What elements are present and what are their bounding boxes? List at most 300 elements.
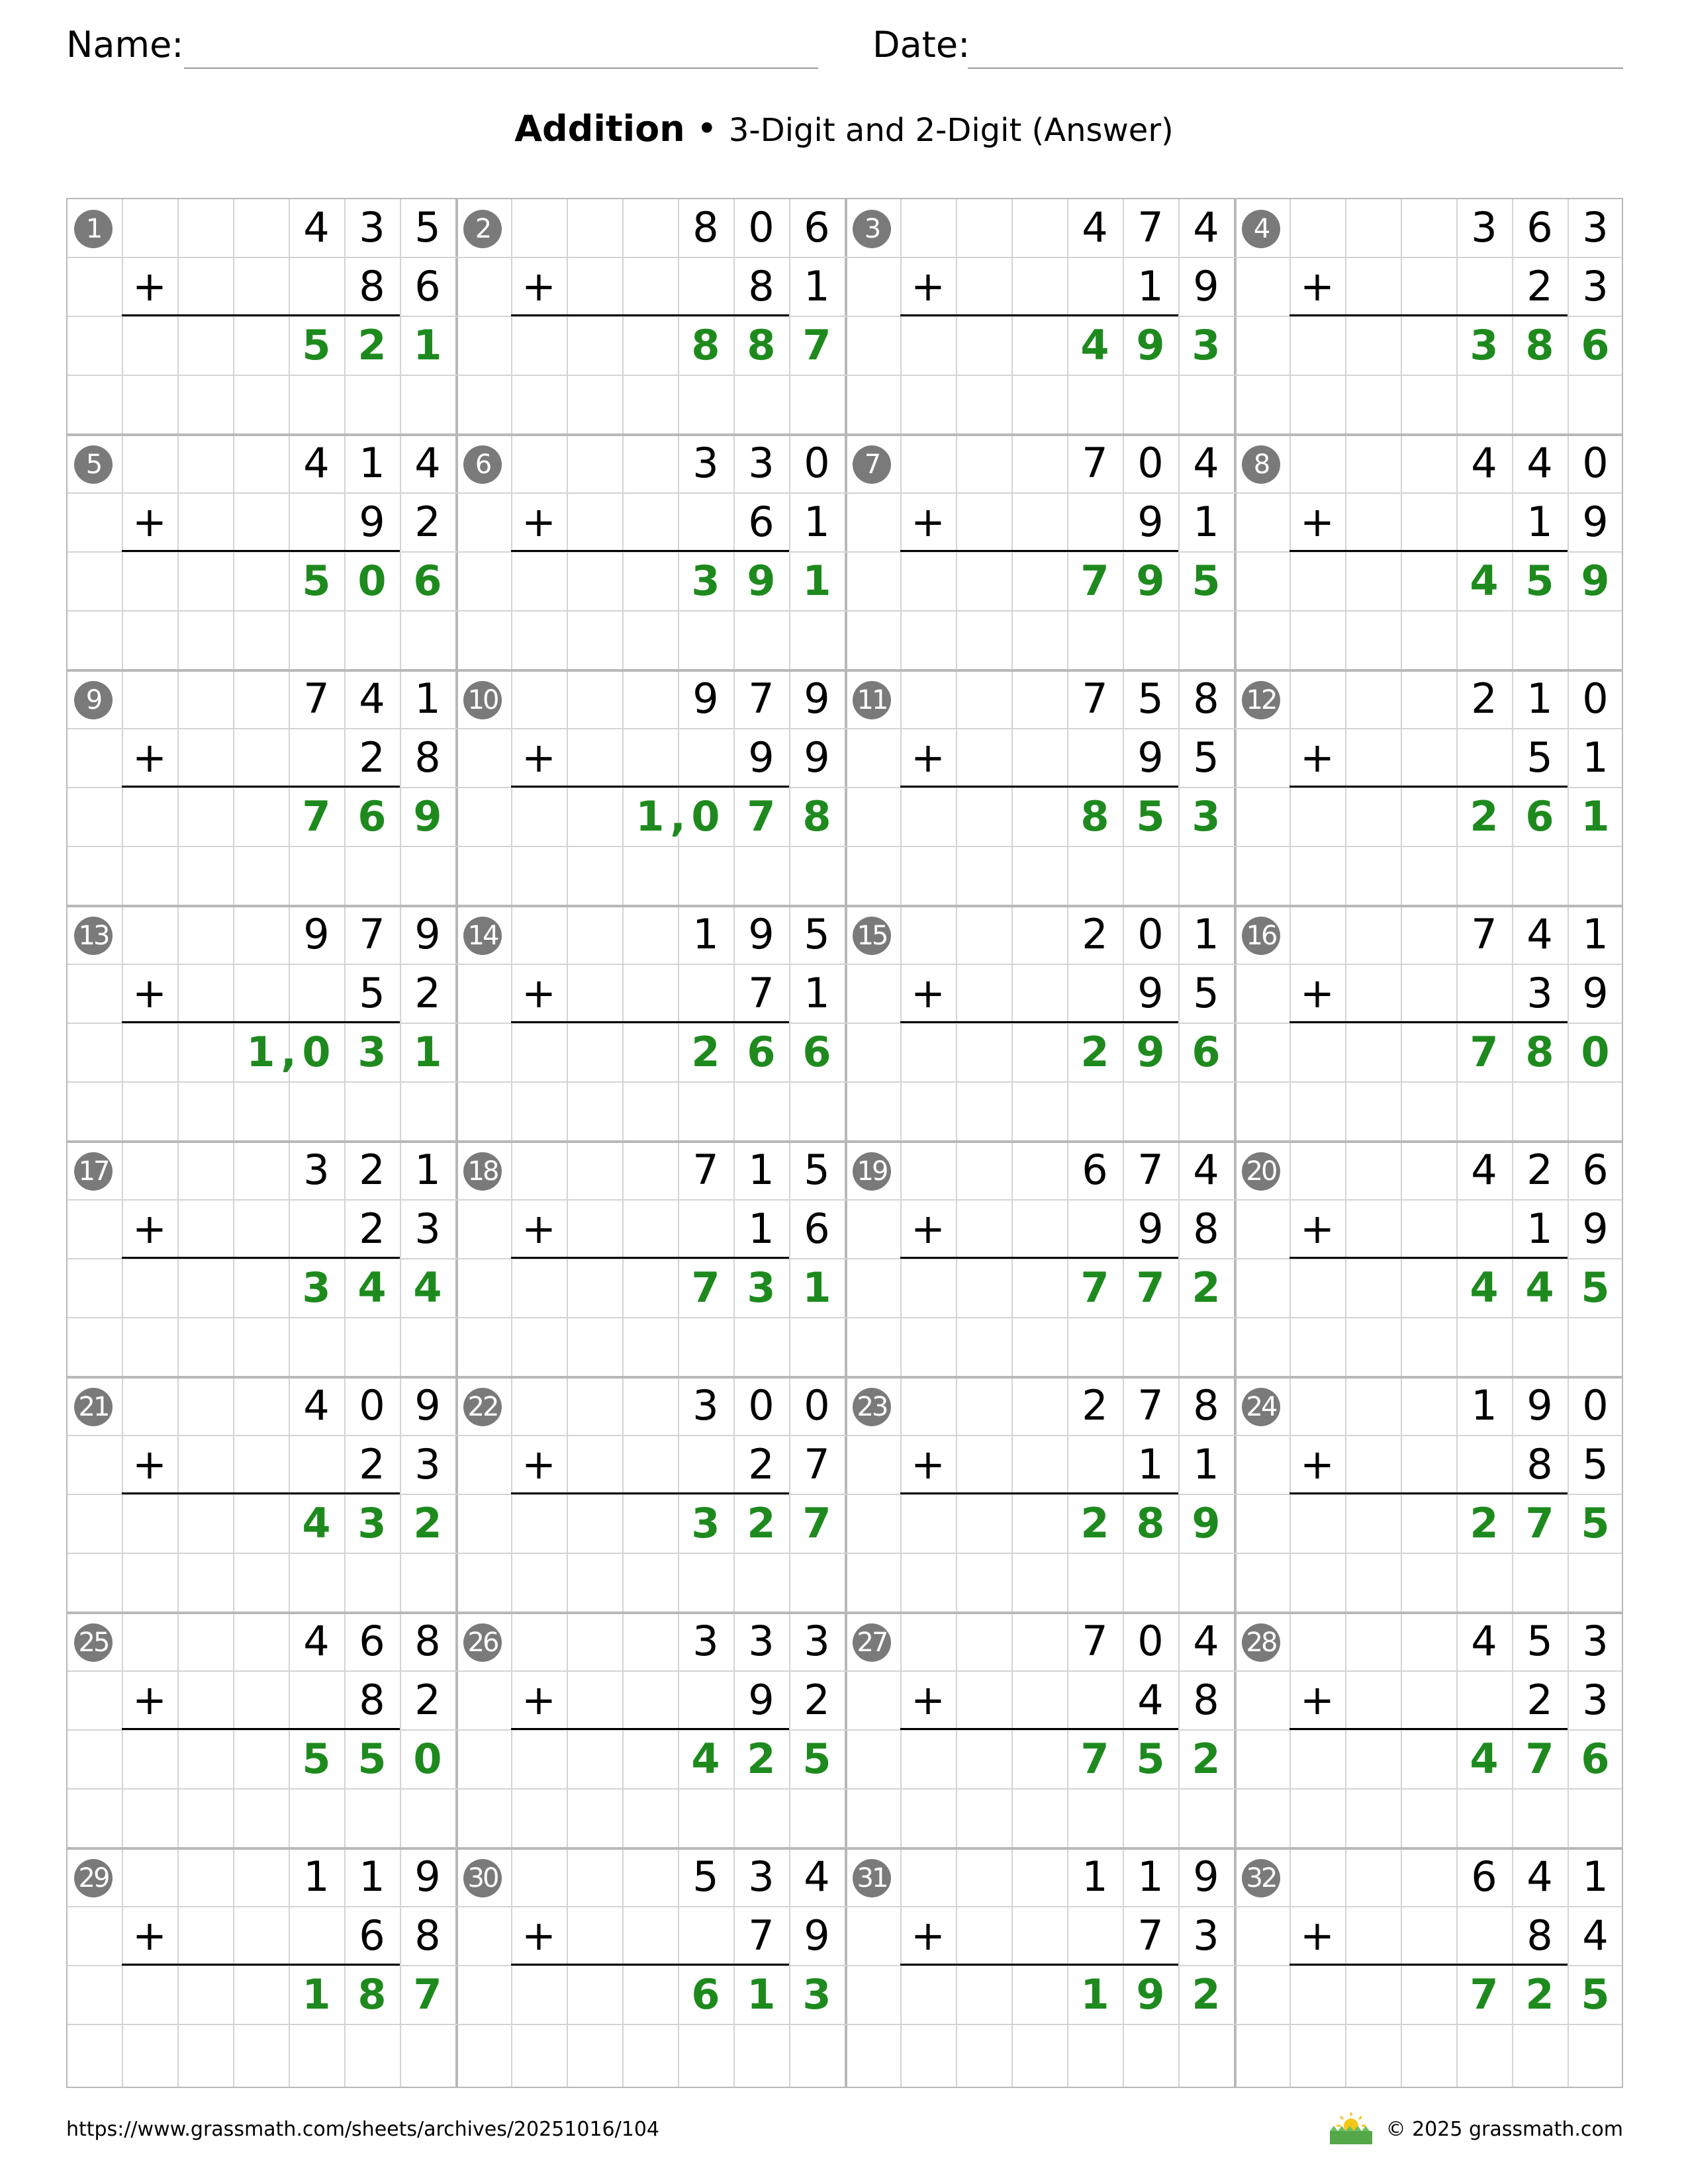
grassmath-logo-icon: [1327, 2111, 1375, 2146]
addend-1-digit: 6: [1526, 203, 1553, 251]
addend-1-digit: 4: [303, 439, 330, 487]
footer-url: https://www.grassmath.com/sheets/archives/20251016/104: [66, 2118, 660, 2141]
answer-digit[interactable]: 7: [802, 321, 831, 369]
answer-digit[interactable]: 3: [691, 1499, 720, 1547]
addend-1-digit: 7: [1082, 439, 1108, 487]
answer-digit[interactable]: 9: [747, 557, 776, 605]
addend-1-digit: 1: [303, 1852, 330, 1901]
answer-digit[interactable]: 0: [413, 1735, 442, 1783]
answer-digit[interactable]: 7: [302, 792, 331, 841]
problem: [1234, 433, 1623, 670]
answer-digit[interactable]: 3: [357, 1028, 387, 1076]
problem: [1234, 198, 1623, 434]
answer-digit[interactable]: 4: [1080, 321, 1109, 369]
addend-2-digit: 8: [414, 733, 441, 782]
answer-digit[interactable]: 2: [1192, 1970, 1221, 2019]
answer-digit[interactable]: 9: [1136, 321, 1165, 369]
answer-digit[interactable]: 7: [802, 1499, 831, 1547]
answer-digit[interactable]: 4: [357, 1263, 387, 1312]
problem: [845, 1847, 1234, 2083]
addend-1-digit: 0: [804, 439, 830, 487]
plus-sign: +: [132, 498, 167, 546]
problem: [66, 198, 455, 434]
plus-sign: +: [911, 1440, 945, 1488]
addend-2-digit: 8: [1193, 1205, 1219, 1253]
plus-sign: +: [1300, 498, 1335, 546]
answer-digit[interactable]: 2: [747, 1735, 776, 1783]
problem: [455, 433, 845, 670]
addend-1-digit: 1: [1582, 1852, 1609, 1901]
addend-1-digit: 2: [1471, 674, 1497, 723]
addend-2-digit: 2: [359, 1205, 385, 1253]
answer-digit[interactable]: 7: [1080, 1735, 1109, 1783]
addend-1-digit: 4: [1082, 203, 1108, 251]
answer-digit[interactable]: 4: [302, 1499, 331, 1547]
addend-1-digit: 9: [804, 674, 830, 723]
answer-digit[interactable]: 6: [357, 792, 387, 841]
addend-1-digit: 3: [692, 1617, 719, 1665]
answer-digit[interactable]: 5: [1136, 792, 1165, 841]
problem: [66, 1612, 455, 1848]
addend-2-digit: 8: [748, 262, 774, 310]
plus-sign: +: [132, 262, 167, 310]
answer-digit[interactable]: 7: [1136, 1263, 1165, 1312]
addend-1-digit: 0: [1582, 439, 1609, 487]
answer-digit[interactable]: 1: [747, 1970, 776, 2019]
addend-1-digit: 0: [1582, 1381, 1609, 1430]
addend-2-digit: 8: [414, 1911, 441, 1960]
addend-1-digit: 6: [359, 1617, 385, 1665]
addend-1-digit: 3: [804, 1617, 830, 1665]
problem-number-badge: 28: [1242, 1623, 1280, 1662]
addend-2-digit: 9: [359, 498, 385, 546]
answer-digit[interactable]: 2: [1525, 1970, 1554, 2019]
addend-1-digit: 6: [1582, 1146, 1609, 1194]
plus-sign: +: [132, 733, 167, 782]
addend-2-digit: 7: [748, 1911, 774, 1960]
answer-digit[interactable]: 9: [413, 792, 442, 841]
addend-2-digit: 9: [1137, 1205, 1164, 1253]
answer-digit[interactable]: 5: [302, 1735, 331, 1783]
answer-digit[interactable]: 5: [302, 321, 331, 369]
problem: [455, 905, 845, 1141]
addend-1-digit: 8: [414, 1617, 441, 1665]
plus-sign: +: [132, 1440, 167, 1488]
answer-digit[interactable]: 4: [1470, 557, 1499, 605]
addend-2-digit: 3: [414, 1205, 441, 1253]
answer-digit[interactable]: 8: [1136, 1499, 1165, 1547]
answer-digit[interactable]: 4: [1470, 1735, 1499, 1783]
problem-number-badge: 22: [463, 1388, 502, 1426]
answer-digit[interactable]: 0: [1581, 1028, 1610, 1076]
addend-2-digit: 5: [1193, 733, 1219, 782]
answer-digit[interactable]: 9: [1136, 557, 1165, 605]
addend-2-digit: 8: [1193, 1676, 1219, 1724]
problem: [455, 1376, 845, 1612]
answer-digit[interactable]: 4: [691, 1735, 720, 1783]
problem: [455, 1612, 845, 1848]
answer-digit[interactable]: 8: [1080, 792, 1109, 841]
answer-digit[interactable]: 7: [1080, 1263, 1109, 1312]
answer-digit[interactable]: 7: [413, 1970, 442, 2019]
answer-digit[interactable]: 6: [1581, 321, 1610, 369]
answer-digit[interactable]: 0: [302, 1028, 331, 1076]
plus-sign: +: [1300, 969, 1335, 1017]
addend-1-digit: 0: [748, 1381, 774, 1430]
addend-2-digit: 5: [1582, 1440, 1609, 1488]
addend-2-digit: 1: [1137, 262, 1164, 310]
answer-digit[interactable]: 8: [691, 321, 720, 369]
answer-digit[interactable]: 2: [691, 1028, 720, 1076]
plus-sign: +: [1300, 1440, 1335, 1488]
plus-sign: +: [1300, 1205, 1335, 1253]
answer-digit[interactable]: 1: [413, 321, 442, 369]
addend-1-digit: 1: [414, 674, 441, 723]
addend-1-digit: 9: [748, 910, 774, 958]
answer-digit[interactable]: 7: [747, 792, 776, 841]
addend-1-digit: 9: [1193, 1852, 1219, 1901]
plus-sign: +: [522, 1911, 556, 1960]
plus-sign: +: [522, 498, 556, 546]
answer-digit[interactable]: 2: [413, 1499, 442, 1547]
answer-digit[interactable]: 3: [357, 1499, 387, 1547]
addend-1-digit: 1: [359, 439, 385, 487]
answer-digit[interactable]: 3: [1192, 321, 1221, 369]
answer-digit[interactable]: 5: [1192, 557, 1221, 605]
problem: [66, 1140, 455, 1377]
problem: [845, 905, 1234, 1141]
addend-1-digit: 1: [1582, 910, 1609, 958]
title-separator: •: [684, 108, 729, 150]
answer-digit[interactable]: 7: [1470, 1970, 1499, 2019]
answer-digit[interactable]: 5: [1136, 1735, 1165, 1783]
problem: [845, 433, 1234, 670]
addend-2-digit: 2: [1526, 262, 1553, 310]
plus-sign: +: [1300, 262, 1335, 310]
addend-2-digit: 1: [804, 498, 830, 546]
answer-comma: ,: [670, 792, 686, 841]
addend-2-digit: 6: [359, 1911, 385, 1960]
problem-number-badge: 23: [853, 1388, 891, 1426]
answer-digit[interactable]: 7: [1525, 1735, 1554, 1783]
addend-1-digit: 9: [303, 910, 330, 958]
addend-1-digit: 4: [303, 203, 330, 251]
addend-1-digit: 4: [1471, 439, 1497, 487]
answer-digit[interactable]: 6: [747, 1028, 776, 1076]
addend-1-digit: 2: [1526, 1146, 1553, 1194]
addend-1-digit: 3: [1471, 203, 1497, 251]
answer-digit[interactable]: 8: [747, 321, 776, 369]
addend-2-digit: 2: [414, 498, 441, 546]
problem: [455, 198, 845, 434]
addend-2-digit: 9: [804, 733, 830, 782]
addend-1-digit: 1: [692, 910, 719, 958]
problem-number-badge: 1: [74, 210, 113, 248]
answer-digit[interactable]: 9: [1581, 557, 1610, 605]
answer-digit[interactable]: 8: [1525, 321, 1554, 369]
problem: [455, 1847, 845, 2083]
addend-1-digit: 4: [1193, 1146, 1219, 1194]
answer-digit[interactable]: 2: [1470, 792, 1499, 841]
addend-1-digit: 4: [1193, 1617, 1219, 1665]
addend-1-digit: 5: [414, 203, 441, 251]
answer-digit[interactable]: 6: [802, 1028, 831, 1076]
addend-1-digit: 4: [414, 439, 441, 487]
answer-digit[interactable]: 1: [1581, 792, 1610, 841]
answer-digit[interactable]: 1: [1080, 1970, 1109, 2019]
addend-1-digit: 1: [1137, 1852, 1164, 1901]
addend-1-digit: 4: [1193, 439, 1219, 487]
answer-digit[interactable]: 7: [1470, 1028, 1499, 1076]
problem-number-badge: 2: [463, 210, 502, 248]
answer-digit[interactable]: 0: [357, 557, 387, 605]
answer-digit[interactable]: 5: [1525, 557, 1554, 605]
addend-1-digit: 7: [303, 674, 330, 723]
answer-digit[interactable]: 6: [413, 557, 442, 605]
problem-number-badge: 14: [463, 917, 502, 955]
addend-1-digit: 7: [1137, 1146, 1164, 1194]
answer-digit[interactable]: 5: [1581, 1263, 1610, 1312]
answer-digit[interactable]: 5: [1581, 1970, 1610, 2019]
answer-digit[interactable]: 2: [357, 321, 387, 369]
problem: [845, 669, 1234, 905]
addend-2-digit: 6: [414, 262, 441, 310]
addend-1-digit: 1: [1193, 910, 1219, 958]
addend-2-digit: 1: [748, 1205, 774, 1253]
addend-1-digit: 9: [692, 674, 719, 723]
addend-1-digit: 4: [1193, 203, 1219, 251]
plus-sign: +: [1300, 1676, 1335, 1724]
answer-digit[interactable]: 1: [635, 792, 665, 841]
answer-digit[interactable]: 7: [1080, 557, 1109, 605]
addend-2-digit: 8: [359, 262, 385, 310]
addend-1-digit: 3: [748, 1852, 774, 1901]
addend-1-digit: 4: [303, 1381, 330, 1430]
addend-1-digit: 5: [1526, 1617, 1553, 1665]
addend-2-digit: 2: [359, 1440, 385, 1488]
plus-sign: +: [911, 733, 945, 782]
addend-2-digit: 9: [1137, 969, 1164, 1017]
problem-number-badge: 30: [463, 1859, 502, 1897]
answer-comma: ,: [281, 1028, 297, 1076]
problem-number-badge: 6: [463, 445, 502, 484]
answer-digit[interactable]: 6: [1192, 1028, 1221, 1076]
problem-number-badge: 15: [853, 917, 891, 955]
addend-1-digit: 0: [1137, 910, 1164, 958]
problem: [66, 669, 455, 905]
answer-digit[interactable]: 5: [1581, 1499, 1610, 1547]
answer-digit[interactable]: 3: [302, 1263, 331, 1312]
answer-digit[interactable]: 1: [246, 1028, 275, 1076]
addend-1-digit: 9: [1526, 1381, 1553, 1430]
addend-2-digit: 9: [1137, 498, 1164, 546]
plus-sign: +: [911, 969, 945, 1017]
addend-2-digit: 5: [359, 969, 385, 1017]
addend-1-digit: 0: [359, 1381, 385, 1430]
addend-1-digit: 3: [359, 203, 385, 251]
addend-1-digit: 1: [1471, 1381, 1497, 1430]
addend-1-digit: 1: [748, 1146, 774, 1194]
problem-number-badge: 12: [1242, 681, 1280, 719]
answer-digit[interactable]: 7: [691, 1263, 720, 1312]
addend-2-digit: 4: [1137, 1676, 1164, 1724]
answer-digit[interactable]: 2: [1192, 1735, 1221, 1783]
answer-digit[interactable]: 9: [1136, 1028, 1165, 1076]
addend-1-digit: 3: [748, 1617, 774, 1665]
addend-1-digit: 8: [1193, 674, 1219, 723]
plus-sign: +: [911, 262, 945, 310]
addend-2-digit: 9: [1582, 1205, 1609, 1253]
answer-digit[interactable]: 8: [1525, 1028, 1554, 1076]
problem: [845, 1140, 1234, 1377]
answer-digit[interactable]: 2: [1470, 1499, 1499, 1547]
plus-sign: +: [522, 1440, 556, 1488]
answer-digit[interactable]: 5: [302, 557, 331, 605]
problem: [845, 198, 1234, 434]
problem: [66, 1376, 455, 1612]
addend-2-digit: 9: [748, 733, 774, 782]
addend-1-digit: 7: [1471, 910, 1497, 958]
problem-number-badge: 21: [74, 1388, 113, 1426]
problem-number-badge: 27: [853, 1623, 891, 1662]
answer-digit[interactable]: 6: [691, 1970, 720, 2019]
plus-sign: +: [911, 1205, 945, 1253]
answer-digit[interactable]: 7: [1525, 1499, 1554, 1547]
plus-sign: +: [911, 498, 945, 546]
addend-1-digit: 4: [1526, 1852, 1553, 1901]
problem-number-badge: 25: [74, 1623, 113, 1662]
addend-2-digit: 9: [1193, 262, 1219, 310]
plus-sign: +: [911, 1676, 945, 1724]
addend-1-digit: 1: [359, 1852, 385, 1901]
problem-number-badge: 18: [463, 1152, 502, 1191]
problem: [66, 1847, 455, 2083]
answer-digit[interactable]: 6: [1581, 1735, 1610, 1783]
answer-digit[interactable]: 3: [1470, 321, 1499, 369]
answer-digit[interactable]: 8: [802, 792, 831, 841]
addend-2-digit: 3: [1582, 262, 1609, 310]
plus-sign: +: [132, 1205, 167, 1253]
answer-digit[interactable]: 8: [357, 1970, 387, 2019]
addend-1-digit: 4: [1471, 1617, 1497, 1665]
answer-digit[interactable]: 6: [1525, 792, 1554, 841]
answer-digit[interactable]: 2: [1192, 1263, 1221, 1312]
addend-1-digit: 8: [692, 203, 719, 251]
addend-1-digit: 7: [1082, 1617, 1108, 1665]
answer-digit[interactable]: 4: [1470, 1263, 1499, 1312]
footer-copyright: © 2025 grassmath.com: [1385, 2118, 1623, 2141]
answer-digit[interactable]: 3: [747, 1263, 776, 1312]
plus-sign: +: [522, 1205, 556, 1253]
addend-1-digit: 0: [1137, 439, 1164, 487]
problem-number-badge: 8: [1242, 445, 1280, 484]
plus-sign: +: [522, 262, 556, 310]
problem-number-badge: 5: [74, 445, 113, 484]
addend-2-digit: 2: [414, 969, 441, 1017]
addend-2-digit: 6: [804, 1205, 830, 1253]
addend-1-digit: 5: [804, 910, 830, 958]
addend-1-digit: 2: [359, 1146, 385, 1194]
answer-digit[interactable]: 2: [1080, 1028, 1109, 1076]
answer-digit[interactable]: 4: [1525, 1263, 1554, 1312]
date-line[interactable]: [968, 68, 1623, 69]
addend-1-digit: 0: [1137, 1617, 1164, 1665]
addend-1-digit: 9: [414, 910, 441, 958]
addend-1-digit: 0: [804, 1381, 830, 1430]
answer-digit[interactable]: 9: [1136, 1970, 1165, 2019]
problem: [455, 669, 845, 905]
plus-sign: +: [522, 1676, 556, 1724]
addend-2-digit: 2: [359, 733, 385, 782]
addend-1-digit: 4: [1526, 439, 1553, 487]
problem-number-badge: 9: [74, 681, 113, 719]
addend-2-digit: 2: [748, 1440, 774, 1488]
worksheet-title: [0, 106, 1688, 154]
addend-1-digit: 0: [1582, 674, 1609, 723]
answer-digit[interactable]: 1: [302, 1970, 331, 2019]
answer-digit[interactable]: 3: [1192, 792, 1221, 841]
addend-1-digit: 5: [1137, 674, 1164, 723]
answer-digit[interactable]: 5: [802, 1735, 831, 1783]
addend-2-digit: 1: [804, 262, 830, 310]
answer-digit[interactable]: 2: [747, 1499, 776, 1547]
addend-1-digit: 6: [1471, 1852, 1497, 1901]
problem-number-badge: 3: [853, 210, 891, 248]
answer-digit[interactable]: 2: [1080, 1499, 1109, 1547]
addend-2-digit: 5: [1526, 733, 1553, 782]
plus-sign: +: [1300, 1911, 1335, 1960]
addend-1-digit: 7: [1082, 674, 1108, 723]
answer-digit[interactable]: 5: [357, 1735, 387, 1783]
answer-digit[interactable]: 9: [1192, 1499, 1221, 1547]
name-line[interactable]: [184, 68, 818, 69]
addend-2-digit: 9: [1582, 969, 1609, 1017]
answer-digit[interactable]: 0: [691, 792, 720, 841]
addend-1-digit: 9: [414, 1852, 441, 1901]
addend-1-digit: 1: [1082, 1852, 1108, 1901]
addend-1-digit: 6: [804, 203, 830, 251]
problem: [845, 1612, 1234, 1848]
plus-sign: +: [132, 1911, 167, 1960]
problem-number-badge: 20: [1242, 1152, 1280, 1191]
addend-2-digit: 7: [1137, 1911, 1164, 1960]
addend-1-digit: 5: [692, 1852, 719, 1901]
addend-2-digit: 1: [1137, 1440, 1164, 1488]
answer-digit[interactable]: 1: [802, 1263, 831, 1312]
problem: [1234, 1847, 1623, 2083]
answer-digit[interactable]: 3: [691, 557, 720, 605]
addend-2-digit: 8: [1526, 1440, 1553, 1488]
answer-digit[interactable]: 1: [413, 1028, 442, 1076]
problem-number-badge: 31: [853, 1859, 891, 1897]
addend-2-digit: 3: [1193, 1911, 1219, 1960]
addend-1-digit: 0: [748, 203, 774, 251]
addend-1-digit: 7: [359, 910, 385, 958]
addend-2-digit: 1: [1526, 498, 1553, 546]
problem: [455, 1140, 845, 1377]
problem: [1234, 1140, 1623, 1377]
addend-2-digit: 1: [1582, 733, 1609, 782]
answer-digit[interactable]: 3: [802, 1970, 831, 2019]
answer-digit[interactable]: 1: [802, 557, 831, 605]
problem-number-badge: 13: [74, 917, 113, 955]
addend-2-digit: 4: [1582, 1911, 1609, 1960]
answer-digit[interactable]: 4: [413, 1263, 442, 1312]
addend-2-digit: 1: [1526, 1205, 1553, 1253]
addend-1-digit: 7: [692, 1146, 719, 1194]
addend-1-digit: 3: [303, 1146, 330, 1194]
problem-number-badge: 11: [853, 681, 891, 719]
